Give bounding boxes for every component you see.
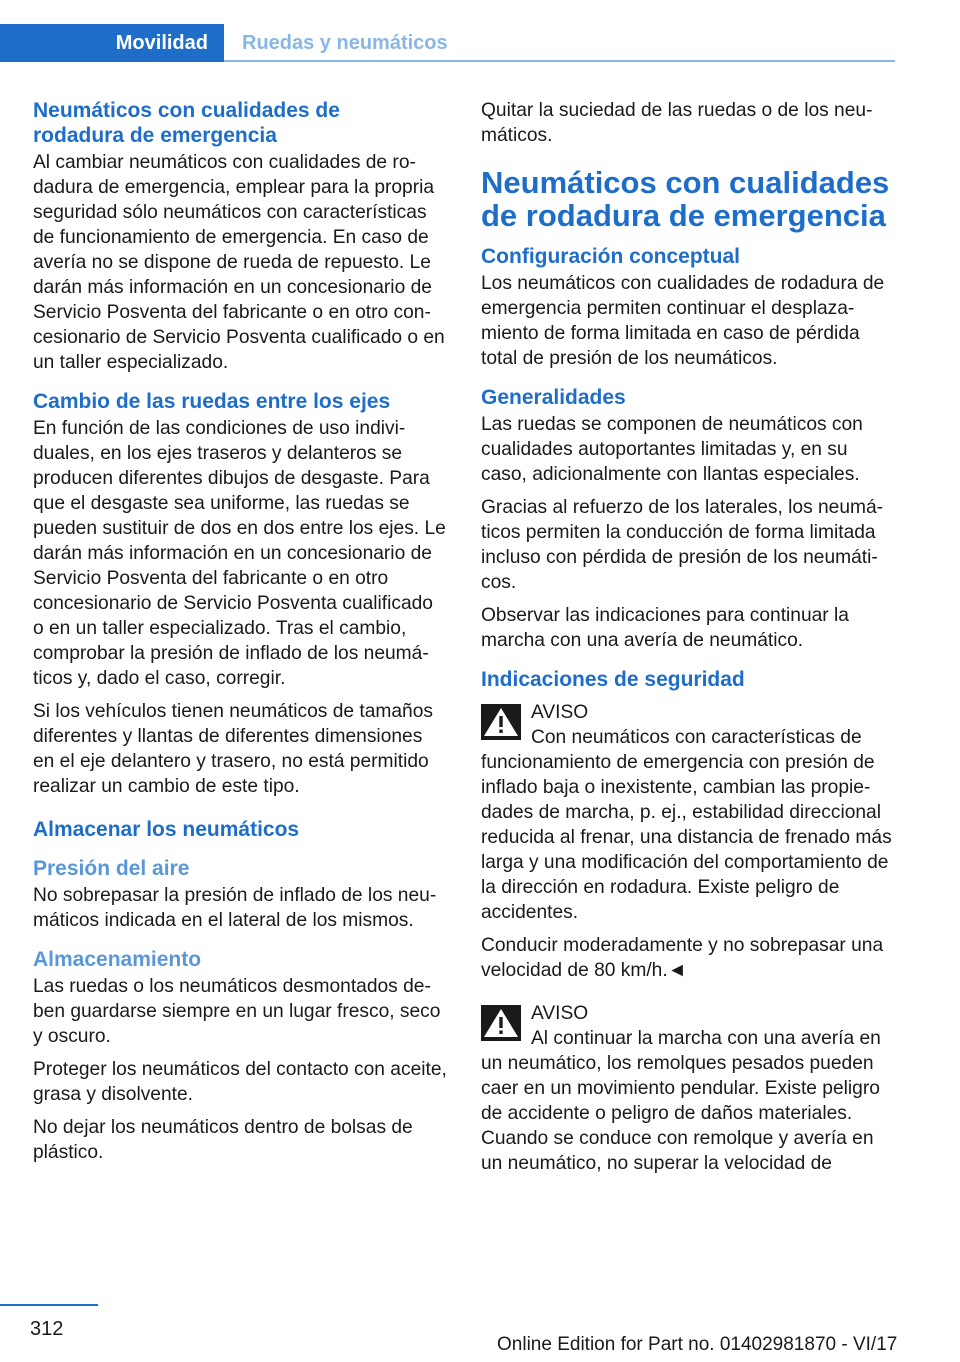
- edition-footer: Online Edition for Part no. 01402981870 - VI/17: [497, 1334, 898, 1355]
- paragraph-storage-2: Proteger los neumáticos del contacto con aceite, grasa y disolvente.: [33, 1059, 447, 1105]
- paragraph-air-pressure: No sobrepasar la presión de inflado de los neumáticos indicada en el lateral de los mismos.: [33, 885, 437, 931]
- heading-runflat-main: Neumáticos con cualidades de rodadura de emergencia: [481, 165, 890, 233]
- heading-runflat-change: [33, 98, 448, 148]
- warning-text-2-first: Al continuar la marcha con una avería en: [531, 1028, 881, 1049]
- header-bar: [0, 24, 895, 62]
- warning-label-2: AVISO: [531, 1003, 589, 1024]
- heading-runflat-line2: rodadura de emergencia: [33, 124, 277, 147]
- paragraph-wheel-change-1: En función de las condiciones de uso individuales, en los ejes traseros y delanteros se producen diferentes dibujos de desgaste. Para que el desgaste sea uniforme, las ruedas se pueden sustituir de dos en dos entre los ejes. Le darán más información en un concesionario de Servicio Posventa del fabricante o en otro concesionario de Servicio Posventa cualificado o en un taller especializado. Tras el cambio, comprobar la presión de inflado de los neumáticos y, dado el caso, corregir.: [33, 418, 446, 689]
- heading-concept: Configuración conceptual: [481, 245, 741, 268]
- warning-block-2: [481, 1001, 896, 1176]
- warning-text-1-rest: funcionamiento de emergencia con presión de inflado baja o inexistente, cambian las propiedades de marcha, p. ej., estabilidad direccional reducida al frenar, una distancia de frenado más larga y una modificación del comportamiento de la dirección en rodadura. Existe peligro de accidentes.: [481, 752, 892, 923]
- heading-storage: Almacenamiento: [33, 948, 202, 971]
- paragraph-dirt: Quitar la suciedad de las ruedas o de los neumáticos.: [481, 100, 873, 146]
- left-column: [33, 98, 448, 1173]
- paragraph-storage-3: No dejar los neumáticos dentro de bolsas de plástico.: [33, 1117, 413, 1163]
- warning-text-2-rest: un neumático, los remolques pesados pueden caer en un movimiento pendular. Existe peligro de accidente o peligro de daños materiales. Cuando se conduce con remolque y avería en un neumático, no superar la velocidad de: [481, 1053, 880, 1174]
- heading-store-tires: Almacenar los neumáticos: [33, 818, 300, 841]
- paragraph-concept: Los neumáticos con cualidades de rodadura de emergencia permiten continuar el desplazamiento de forma limitada en caso de pérdida total de presión de los neumáticos.: [481, 273, 885, 369]
- paragraph-general-2: Gracias al refuerzo de los laterales, los neumáticos permiten la conducción de forma limitada incluso con pérdida de presión de los neumáticos.: [481, 497, 884, 593]
- paragraph-wheel-change-2: Si los vehículos tienen neumáticos de tamaños diferentes y llantas de diferentes dimensiones en el eje delantero y trasero, no está permitido realizar un cambio de este tipo.: [33, 701, 433, 797]
- warning-text-1-p2: Conducir moderadamente y no sobrepasar una velocidad de 80 km/h.◄: [481, 935, 884, 981]
- heading-general: Generalidades: [481, 386, 626, 409]
- page-number-rule: [0, 1304, 98, 1306]
- warning-text-1-first: Con neumáticos con características de: [531, 727, 862, 748]
- warning-label-1: AVISO: [531, 702, 589, 723]
- warning-block-1: [481, 700, 896, 983]
- page-number: 312: [30, 1318, 64, 1340]
- section-tab: Movilidad: [0, 24, 224, 62]
- paragraph-runflat: Al cambiar neumáticos con cualidades de rodadura de emergencia, emplear para la propria seguridad sólo neumáticos con características de funcionamiento de emergencia. En caso de avería no se dispone de rueda de repuesto. Le darán más información en un concesionario de Servicio Posventa del fabricante o en otro concesionario de Servicio Posventa cualificado o en un taller especializado.: [33, 152, 445, 373]
- warning-triangle-icon: [481, 1005, 521, 1041]
- heading-runflat-line1: Neumáticos con cualidades de: [33, 99, 340, 122]
- paragraph-general-1: Las ruedas se componen de neumáticos con cualidades autoportantes limitadas y, en su caso, adicionalmente con llantas especiales.: [481, 414, 863, 485]
- topic-tab: Ruedas y neumáticos: [242, 31, 448, 54]
- paragraph-storage-1: Las ruedas o los neumáticos desmontados deben guardarse siempre en un lugar fresco, seco y oscuro.: [33, 976, 441, 1047]
- paragraph-general-3: Observar las indicaciones para continuar la marcha con una avería de neumático.: [481, 605, 849, 651]
- warning-triangle-icon: [481, 704, 521, 740]
- heading-wheel-change: Cambio de las ruedas entre los ejes: [33, 390, 391, 413]
- header-divider: [224, 60, 895, 62]
- heading-safety: Indicaciones de seguridad: [481, 668, 745, 691]
- heading-air-pressure: Presión del aire: [33, 857, 190, 880]
- right-column: [481, 98, 896, 1184]
